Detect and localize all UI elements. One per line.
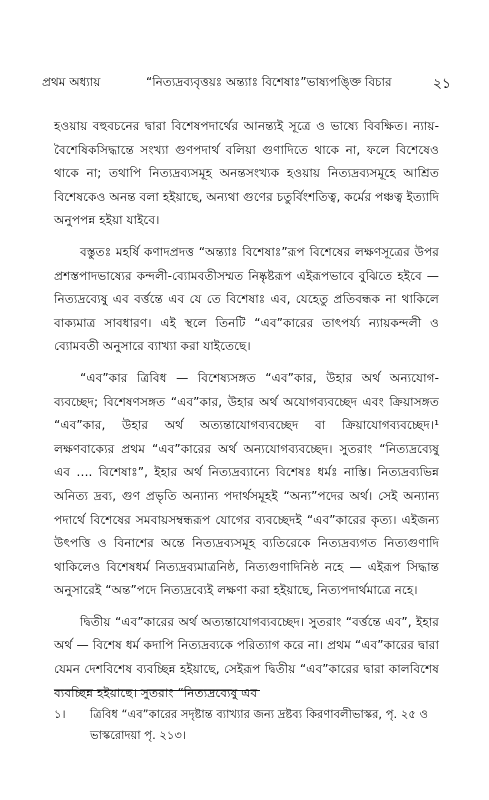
paragraph: দ্বিতীয় “এব”কারের অর্থ অত্যন্তাযোগব্যবচ্ছেদ। সুতরাং “বর্ত্তন্তে এব”, ইহার অর্থ — বিশেষ ধর্ম কদাপি নিত্যদ্রব্যকে পরিত্যাগ করে না। প্রথম “এব”কারের দ্বারা যেমন দেশবিশেষ ব্যবচ্ছিন্ন হইয়াছে, সেইরূপ দ্বিতীয় “এব”কারের দ্বারা কালবিশেষ ব্যবচ্ছিন্ন হইয়াছে। সুতরাং “নিত্যদ্রব্যেষু এব [54,614,439,700]
paragraph: বস্তুতঃ মহর্ষি কণাদপ্রদত্ত “অন্ত্যাঃ বিশেষাঃ”রূপ বিশেষের লক্ষণসূত্রের উপর প্রশস্তপাদভাষ্যের কন্দলী-ব্যোমবতীসম্মত নিষ্কৃষ্টরূপ এইরূপভাবে বুঝিতে হইবে — নিত্যদ্রব্যেষু এব বর্ত্তন্তে এব যে তে বিশেষাঃ এব, যেহেতু প্রতিবন্ধক না থাকিলে বাক্যমাত্র সাবধারণ। এই স্থলে তিনটি “এব”কারের তাৎপর্য্য ন্যায়কন্দলী ও ব্যোমবতী অনুসারে ব্যাখ্যা করা যাইতেছে। [54,244,439,354]
footnote-number: ১। [54,707,66,721]
footnote-divider [54,690,260,691]
header-title: “নিত্যদ্রব্যবৃত্তয়ঃ অন্ত্যাঃ বিশেষাঃ”ভাষ্যপঙ্ক্তি বিচার [146,75,392,89]
footnote [54,704,449,746]
main-text [54,115,439,705]
paragraph: “এব”কার ত্রিবিধ — বিশেষ্যসঙ্গত “এব”কার, উহার অর্থ অন্যযোগ-ব্যবচ্ছেদ; বিশেষণসঙ্গত “এব”কার, উহার অর্থ অযোগব্যবচ্ছেদ এবং ক্রিয়াসঙ্গত “এব”কার, উহার অর্থ অত্যন্তাযোগব্যবচ্ছেদ বা ক্রিয়াযোগব্যবচ্ছেদ।¹ লক্ষণবাক্যের প্রথম “এব”কারের অর্থ অন্যযোগব্যবচ্ছেদ। সুতরাং “নিত্যদ্রব্যেষু এব …. বিশেষাঃ”, ইহার অর্থ নিত্যদ্রব্যান্যে বিশেষঃ ধর্মঃ নাস্তি। নিত্যদ্রব্যভিন্ন অনিত্য দ্রব্য, গুণ প্রভৃতি অন্যান্য পদার্থসমূহই “অন্য”পদের অর্থ। সেই অন্যান্য পদার্থে বিশেষের সমবায়সম্বন্ধরূপ যোগের ব্যবচ্ছেদই “এব”কারের কৃত্য। এইজন্য উৎপত্তি ও বিনাশের অন্তে নিত্যদ্রব্যসমূহ ব্যতিরেকে নিত্যদ্রব্যগত নিত্যগুণাদি থাকিলেও বিশেষধর্ম নিত্যদ্রব্যমাত্রনিষ্ঠ, নিত্যগুণাদিনিষ্ঠ নহে — এইরূপ সিদ্ধান্ত অনুসারেই “অন্ত”পদে নিত্যদ্রব্যেই লক্ষণা করা হইয়াছে, নিত্যপদার্থমাত্রে নহে। [54,370,439,598]
chapter-label: প্রথম অধ্যায় [42,75,101,89]
running-header [42,74,451,96]
page-number: ২১ [432,76,451,92]
paragraph: হওয়ায় বহুবচনের দ্বারা বিশেষপদার্থের আনন্ত্যই সূত্রে ও ভাষ্যে বিবক্ষিত। ন্যায়-বৈশেষিকসিদ্ধান্তে সংখ্যা গুণপদার্থ বলিয়া গুণাদিতে থাকে না, ফলে বিশেষেও থাকে না; তথাপি নিত্যদ্রব্যসমূহ অনন্তসংখ্যক হওয়ায় নিত্যদ্রব্যসমূহে আশ্রিত বিশেষকেও অনন্ত বলা হইয়াছে, অন্যথা গুণের চতুর্বিংশতিত্ব, কর্মের পঞ্চত্ব ইত্যাদি অনুপপন্ন হইয়া যাইবে। [54,119,439,228]
footnote-text: ত্রিবিধ “এব”কারের সদৃষ্টান্ত ব্যাখ্যার জন্য দ্রষ্টব্য কিরণাবলীভাস্কর, পৃ. ২৫ ও ভাস্করোদয়া পৃ. ২১৩। [90,707,428,742]
